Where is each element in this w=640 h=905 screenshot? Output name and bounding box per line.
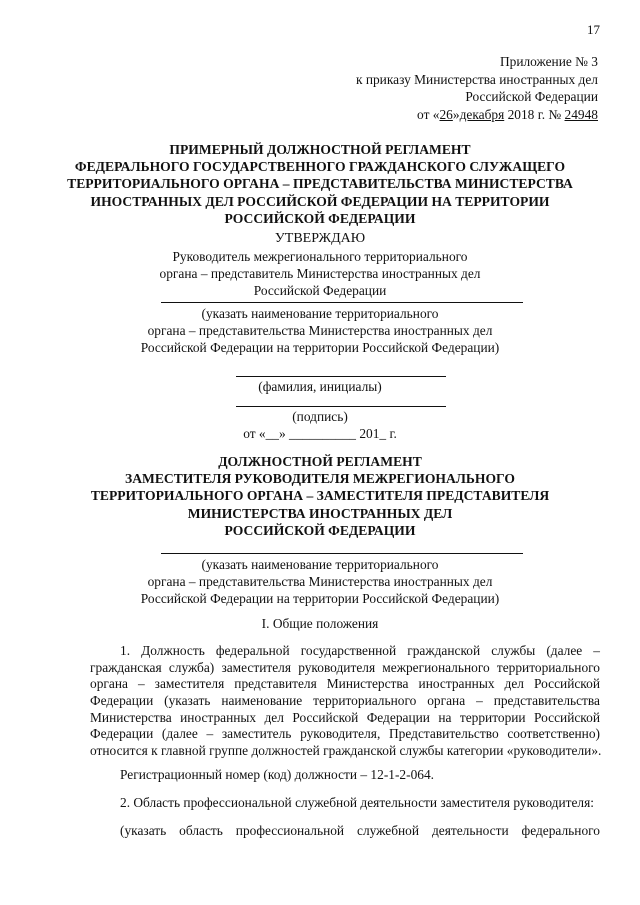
note-line: (указать наименование территориального — [201, 557, 439, 572]
annex-date-prefix: от « — [417, 106, 440, 122]
document-title — [0, 141, 640, 227]
org-name-fill-line — [161, 302, 523, 303]
note-line: органа – представительства Министерства иностранных дел — [147, 323, 493, 338]
page-number: 17 — [587, 22, 600, 37]
title-line: ТЕРРИТОРИАЛЬНОГО ОРГАНА – ПРЕДСТАВИТЕЛЬСТВА МИНИСТЕРСТВА — [67, 176, 573, 192]
annex-date-month: декабря — [459, 106, 505, 122]
regulation-title — [0, 453, 640, 539]
annex-line-2: к приказу Министерства иностранных дел — [355, 71, 598, 87]
title-line: ЗАМЕСТИТЕЛЯ РУКОВОДИТЕЛЯ МЕЖРЕГИОНАЛЬНОГО — [125, 471, 515, 487]
org-name-note — [0, 305, 640, 356]
annex-date-line — [300, 106, 598, 124]
approval-heading: УТВЕРЖДАЮ — [274, 231, 366, 246]
paragraph-2: 2. Область профессиональной служебной деятельности заместителя руководителя: — [120, 795, 594, 810]
approver-block — [0, 248, 640, 299]
paragraph-line: 1. Должность федеральной государственной гражданской службы (далее – — [120, 643, 600, 658]
paragraph-line: органа – заместителя представителя Министерства иностранных дел Российской — [90, 676, 600, 692]
signature-fill-line — [236, 406, 446, 407]
paragraph-line: Министерства иностранных дел Российской Федерации на территории Российской — [90, 709, 600, 725]
annex-line-1: Приложение № 3 — [499, 54, 598, 69]
signature-note: (подпись) — [292, 409, 348, 424]
title-line: ПРИМЕРНЫЙ ДОЛЖНОСТНОЙ РЕГЛАМЕНТ — [169, 142, 471, 157]
title-line: МИНИСТЕРСТВА ИНОСТРАННЫХ ДЕЛ — [187, 505, 453, 521]
note-line: (указать наименование территориального — [201, 306, 439, 321]
registration-number: Регистрационный номер (код) должности – 12-1-2-064. — [120, 767, 435, 782]
annex-order-number: 24948 — [564, 106, 598, 122]
paragraph-line: Федерации (указать наименование территориального органа – представительства — [90, 693, 600, 709]
name-note: (фамилия, инициалы) — [258, 379, 382, 394]
annex-date-day: 26 — [439, 106, 453, 122]
paragraph-3 — [120, 823, 600, 840]
annex-block — [300, 53, 598, 123]
title-line: ИНОСТРАННЫХ ДЕЛ РОССИЙСКОЙ ФЕДЕРАЦИИ НА ТЕРРИТОРИИ — [90, 193, 550, 209]
annex-date-year: 2018 г. № — [504, 106, 565, 122]
org-name-fill-line-2 — [161, 553, 523, 554]
annex-line-3: Российской Федерации — [465, 89, 598, 104]
note-line: органа – представительства Министерства иностранных дел — [147, 574, 493, 589]
name-fill-line — [236, 376, 446, 377]
paragraph-line: гражданская служба) заместителя руководителя межрегионального территориального — [90, 659, 600, 675]
title-line: ДОЛЖНОСТНОЙ РЕГЛАМЕНТ — [218, 454, 422, 469]
note-line: Российской Федерации на территории Российской Федерации) — [140, 591, 500, 606]
title-line: ТЕРРИТОРИАЛЬНОГО ОРГАНА – ЗАМЕСТИТЕЛЯ ПРЕДСТАВИТЕЛЯ — [90, 488, 550, 504]
paragraph-line: (указать область профессиональной служебной деятельности федерального — [120, 823, 600, 838]
approver-line: Российской Федерации — [253, 283, 387, 298]
annex-date-mid: » — [452, 106, 460, 122]
approval-date-line: от «__» __________ 201_ г. — [243, 426, 397, 441]
paragraph-line: Федерации (далее – заместитель руководителя, Представительство соответственно) — [90, 726, 600, 742]
approver-line: Руководитель межрегионального территориального — [172, 249, 468, 264]
title-line: РОССИЙСКОЙ ФЕДЕРАЦИИ — [224, 210, 416, 226]
org-name-note-2 — [0, 556, 640, 607]
approver-line: органа – представитель Министерства иностранных дел — [159, 266, 481, 281]
note-line: Российской Федерации на территории Российской Федерации) — [140, 340, 500, 355]
title-line: ФЕДЕРАЛЬНОГО ГОСУДАРСТВЕННОГО ГРАЖДАНСКОГО СЛУЖАЩЕГО — [74, 159, 566, 175]
section-heading: I. Общие положения — [261, 616, 379, 631]
paragraph-1 — [90, 643, 600, 760]
title-line: РОССИЙСКОЙ ФЕДЕРАЦИИ — [224, 522, 416, 538]
paragraph-line: относится к главной группе должностей гражданской службы категории «руководители». — [90, 743, 602, 759]
